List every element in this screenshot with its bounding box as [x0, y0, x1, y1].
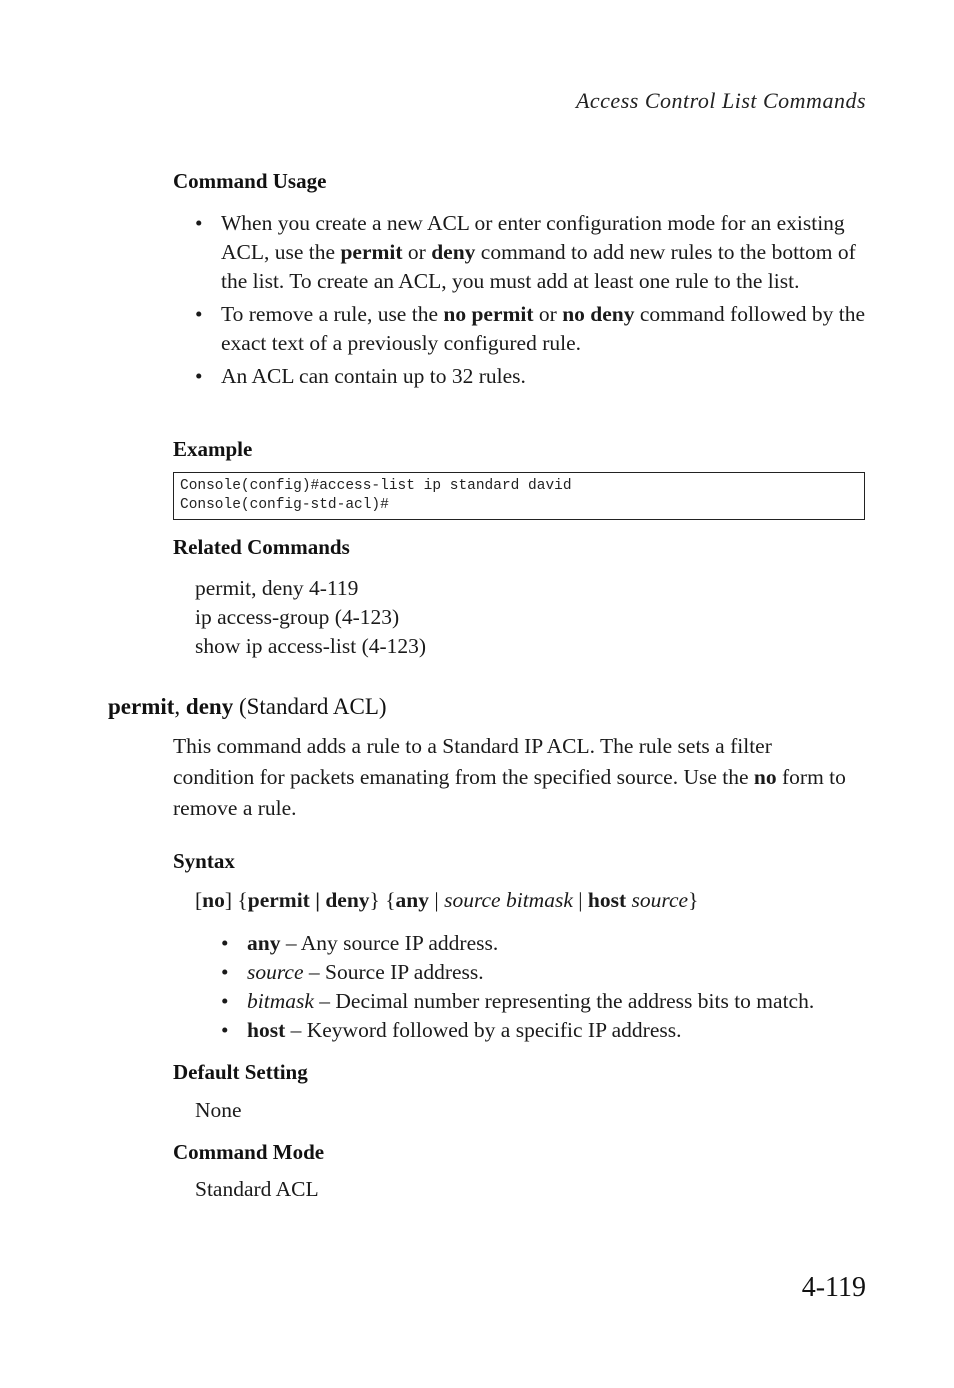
- syntax-params-list: [221, 929, 871, 1045]
- bullet-icon: •: [221, 989, 229, 1013]
- bullet-icon: •: [195, 211, 203, 235]
- related-command-item: ip access-group (4-123): [195, 605, 400, 629]
- code-line: Console(config-std-acl)#: [180, 497, 389, 513]
- bullet-icon: •: [221, 1018, 229, 1042]
- code-line: Console(config)#access-list ip standard david: [180, 478, 572, 494]
- list-item: • host – Keyword followed by a specific IP address.: [221, 1016, 871, 1045]
- list-item: • When you create a new ACL or enter configuration mode for an existing ACL, use the permit or deny command to add new rules to the bottom of the list. To create an ACL, you must add at least one rule to the list.: [195, 211, 856, 293]
- related-command-item: show ip access-list (4-123): [195, 634, 427, 658]
- example-heading: Example: [173, 437, 253, 461]
- related-command-item: permit, deny 4-119: [195, 576, 359, 600]
- related-commands-list: [195, 574, 426, 661]
- default-setting-value: None: [195, 1098, 242, 1122]
- command-mode-heading: Command Mode: [173, 1140, 325, 1164]
- section-title: permit, deny (Standard ACL): [108, 694, 387, 719]
- syntax-line: [no] {permit | deny} {any | source bitmask | host source}: [195, 888, 699, 912]
- command-usage-heading: Command Usage: [173, 169, 327, 193]
- bullet-icon: •: [195, 302, 203, 326]
- list-item: • An ACL can contain up to 32 rules.: [195, 362, 867, 391]
- page-number: 4-119: [801, 1272, 866, 1303]
- bullet-icon: •: [221, 931, 229, 955]
- related-commands-heading: Related Commands: [173, 535, 350, 559]
- syntax-heading: Syntax: [173, 849, 235, 873]
- code-example: [173, 472, 865, 520]
- bullet-icon: •: [195, 364, 203, 388]
- bullet-icon: •: [221, 960, 229, 984]
- section-intro: This command adds a rule to a Standard IP ACL. The rule sets a filter condition for packets emanating from the specified source. Use the no form to remove a rule.: [173, 734, 846, 820]
- running-header: Access Control List Commands: [575, 88, 866, 113]
- command-usage-list: [195, 209, 867, 395]
- list-item: • source – Source IP address.: [221, 958, 871, 987]
- list-item: • To remove a rule, use the no permit or no deny command followed by the exact text of a previously configured rule.: [195, 302, 865, 355]
- list-item: • bitmask – Decimal number representing the address bits to match.: [221, 987, 871, 1016]
- default-setting-heading: Default Setting: [173, 1060, 308, 1084]
- list-item: • any – Any source IP address.: [221, 929, 871, 958]
- command-mode-value: Standard ACL: [195, 1177, 319, 1201]
